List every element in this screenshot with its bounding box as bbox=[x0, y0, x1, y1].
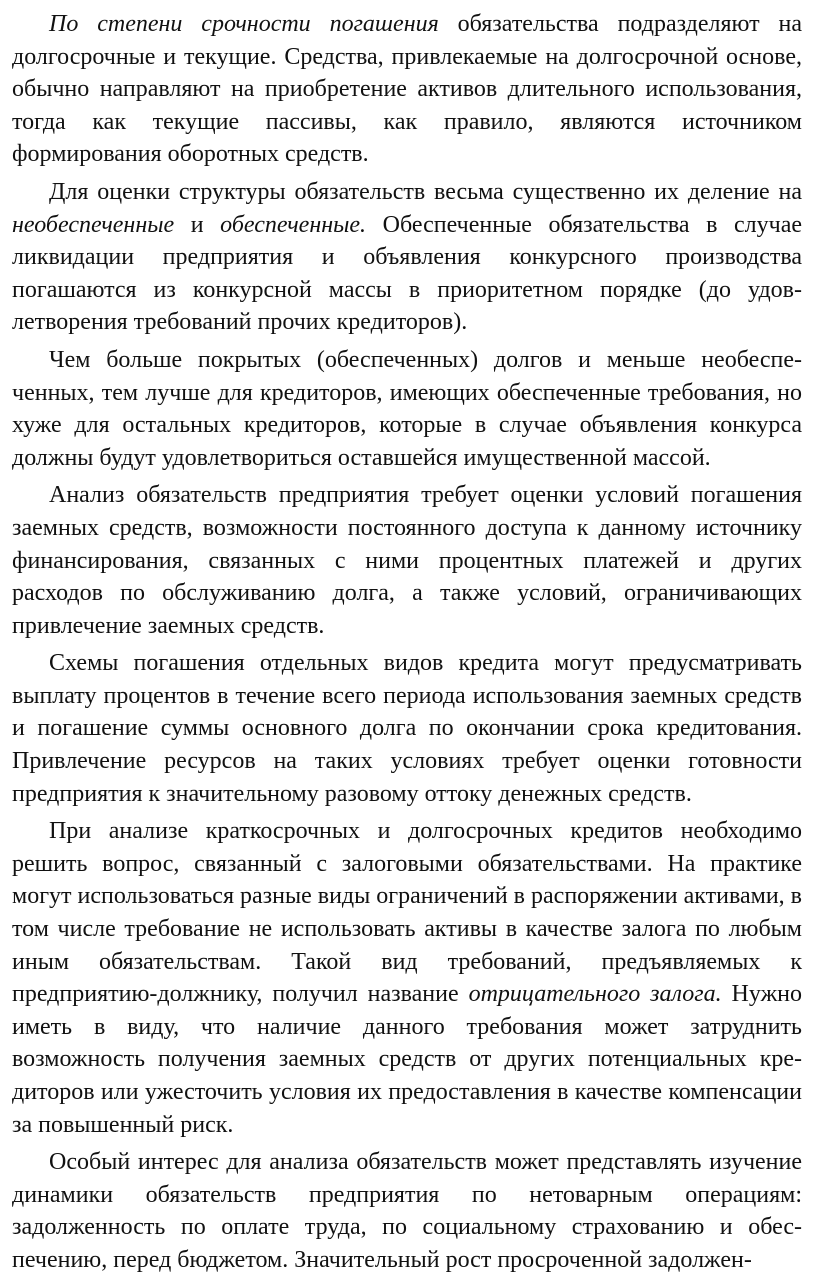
paragraph-5 bbox=[12, 647, 802, 810]
term-italic: необеспеченные bbox=[12, 211, 175, 238]
paragraph-text: Схемы погашения отдельных видов кредита могут предусматривать выплату процентов в течение всего периода использования заемных средств и погашение суммы основного долга по окончании срока кредитования. Привлечение ресурсов на таких условиях требует оценки готовности предприятия к значительному разовому оттоку денежных средств. bbox=[12, 650, 802, 807]
paragraph-3 bbox=[12, 344, 802, 474]
paragraph-7 bbox=[12, 1146, 802, 1276]
paragraph-text: Нужно иметь в виду, что наличие данного требования может затруднить возможность получения заемных средств от других потенциальных кредиторов или ужесточить условия их предоставления в качестве компенсации за повышенный риск. bbox=[12, 981, 802, 1138]
paragraph-text: и bbox=[174, 211, 221, 238]
paragraph-text: При анализе краткосрочных и долгосрочных кредитов необходимо решить вопрос, связанный с залоговыми обязательствами. На практике могут использоваться разные виды ограничений в распоряжении активами, в том числе требование не использовать активы в качестве залога по любым иным обязательствам. Такой вид требований, предъявляемых к предприятию-должнику, получил название bbox=[12, 818, 803, 1008]
paragraph-text: Обеспеченные обязательства в случае ликвидации предприятия и объявления конкурсного производства погашаются из конкурсной массы в приоритетном порядке (до удовлетворения требований прочих кредиторов). bbox=[12, 211, 802, 336]
paragraph-1 bbox=[12, 8, 802, 171]
term-italic: По степени срочности погашения bbox=[49, 11, 439, 37]
paragraph-4 bbox=[12, 479, 802, 642]
paragraph-6 bbox=[12, 815, 802, 1141]
paragraph-text: Анализ обязательств предприятия требует оценки условий погашения заемных средств, возможности постоянного доступа к данному источнику финансирования, связанных с ними процентных платежей и других расходов по обслуживанию долга, а также условий, ограничивающих привлечение заемных средств. bbox=[12, 482, 802, 639]
paragraph-text: обязательства подразделяют на долгосрочные и текущие. Средства, привлекаемые на долгосрочной основе, обычно направляют на приобретение активов длительного использования, тогда как текущие пассивы, как правило, являются источником формирования оборотных средств. bbox=[12, 11, 803, 168]
paragraph-text: Особый интерес для анализа обязательств может представлять изучение динамики обязательств предприятия по нетоварным операциям: задолженность по оплате труда, по социальному страхованию и обеспечению, перед бюджетом. Значительный рост просроченной задолжен- bbox=[12, 1149, 802, 1273]
paragraph-2 bbox=[12, 176, 802, 339]
term-italic: обеспеченные. bbox=[220, 211, 367, 238]
paragraph-text: Чем больше покрытых (обеспеченных) долгов и меньше необеспеченных, тем лучше для кредиторов, имеющих обеспеченные требования, но хуже для остальных кредиторов, которые в случае объявления конкурса должны будут удовлетвориться оставшейся имущественной массой. bbox=[12, 346, 802, 471]
term-italic: отрицательного залога. bbox=[468, 981, 722, 1008]
paragraph-text: Для оценки структуры обязательств весьма существенно их деление на bbox=[49, 178, 802, 205]
